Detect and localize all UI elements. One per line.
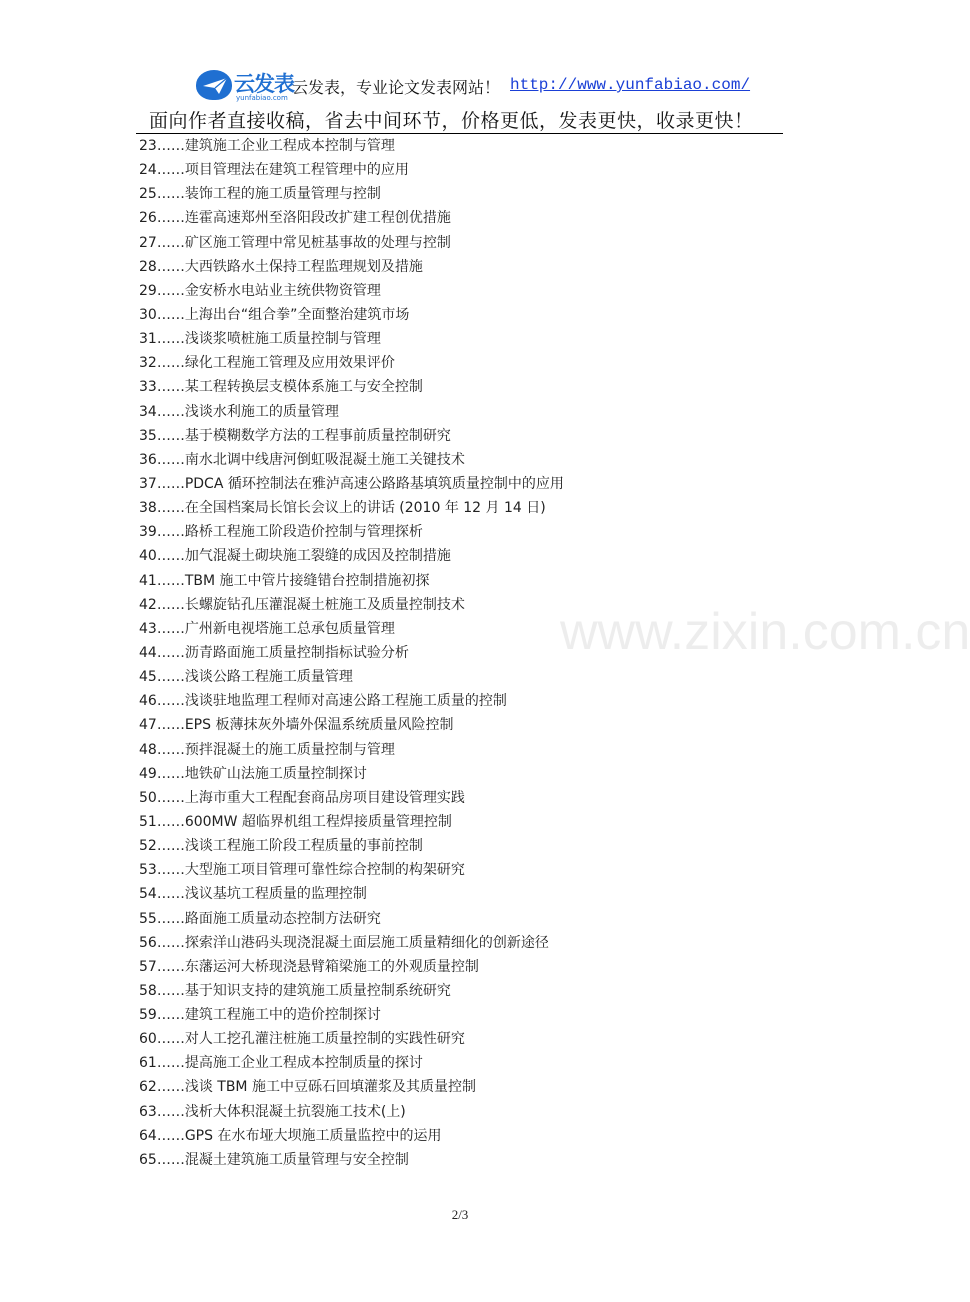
item-title: 600MW 超临界机组工程焊接质量管理控制 <box>184 813 452 830</box>
item-title: 矿区施工管理中常见桩基事故的处理与控制 <box>184 234 451 251</box>
list-item <box>139 544 779 568</box>
item-leader-dots: …… <box>156 475 185 492</box>
item-leader-dots: …… <box>156 1007 185 1024</box>
item-number: 38 <box>139 500 157 517</box>
item-title: 加气混凝土砌块施工裂缝的成因及控制措施 <box>184 548 451 565</box>
list-item <box>139 955 779 979</box>
item-title: 浅谈公路工程施工质量管理 <box>184 669 353 686</box>
list-item <box>139 979 779 1003</box>
item-number: 36 <box>139 451 157 468</box>
item-leader-dots: …… <box>156 427 185 444</box>
list-item <box>139 931 779 955</box>
item-title: 上海市重大工程配套商品房项目建设管理实践 <box>184 789 465 806</box>
item-number: 25 <box>139 186 157 203</box>
item-leader-dots: …… <box>156 910 185 927</box>
item-title: 沥青路面施工质量控制指标试验分析 <box>184 644 409 661</box>
item-number: 43 <box>139 620 157 637</box>
item-leader-dots: …… <box>156 741 185 758</box>
item-title: 预拌混凝土的施工质量控制与管理 <box>184 741 395 758</box>
item-title: 浅谈 TBM 施工中豆砾石回填灌浆及其质量控制 <box>184 1079 476 1096</box>
item-leader-dots: …… <box>156 886 185 903</box>
item-number: 56 <box>139 934 157 951</box>
item-title: 某工程转换层支模体系施工与安全控制 <box>184 379 423 396</box>
list-item <box>139 1027 779 1051</box>
item-number: 64 <box>139 1127 157 1144</box>
item-title: 探索洋山港码头现浇混凝土面层施工质量精细化的创新途径 <box>184 934 549 951</box>
item-leader-dots: …… <box>156 210 185 227</box>
item-number: 39 <box>139 524 157 541</box>
item-leader-dots: …… <box>156 500 185 517</box>
item-title: 在全国档案局长馆长会议上的讲话 (2010 年 12 月 14 日) <box>184 500 546 517</box>
item-number: 57 <box>139 958 157 975</box>
item-leader-dots: …… <box>156 234 185 251</box>
item-title: 金安桥水电站业主统供物资管理 <box>184 282 381 299</box>
list-item <box>139 400 779 424</box>
watermark: www.zixin.com.cn <box>560 603 970 661</box>
item-leader-dots: …… <box>156 1127 185 1144</box>
page-number: 2/3 <box>451 1207 469 1222</box>
site-tagline: 云发表，专业论文发表网站！ <box>292 78 501 97</box>
item-title: 基于知识支持的建筑施工质量控制系统研究 <box>184 982 451 999</box>
item-title: TBM 施工中管片接缝错台控制措施初探 <box>184 572 430 589</box>
list-item <box>139 206 779 230</box>
list-item <box>139 424 779 448</box>
item-leader-dots: …… <box>156 548 185 565</box>
item-title: 广州新电视塔施工总承包质量管理 <box>184 620 395 637</box>
item-title: 建筑工程施工中的造价控制探讨 <box>184 1007 381 1024</box>
item-number: 61 <box>139 1055 157 1072</box>
item-leader-dots: …… <box>156 403 185 420</box>
item-number: 59 <box>139 1007 157 1024</box>
item-number: 42 <box>139 596 157 613</box>
item-leader-dots: …… <box>156 958 185 975</box>
item-leader-dots: …… <box>156 331 185 348</box>
list-item <box>139 762 779 786</box>
item-number: 35 <box>139 427 157 444</box>
list-item <box>139 134 779 158</box>
list-item <box>139 1051 779 1075</box>
item-leader-dots: …… <box>156 162 185 179</box>
item-title: 浅析大体积混凝土抗裂施工技术(上) <box>184 1103 406 1120</box>
item-number: 50 <box>139 789 157 806</box>
list-item <box>139 472 779 496</box>
item-leader-dots: …… <box>156 1031 185 1048</box>
item-number: 30 <box>139 306 157 323</box>
item-title: 长螺旋钻孔压灌混凝土桩施工及质量控制技术 <box>184 596 465 613</box>
list-item <box>139 665 779 689</box>
item-title: 绿化工程施工管理及应用效果评价 <box>184 355 395 372</box>
item-leader-dots: …… <box>156 862 185 879</box>
item-leader-dots: …… <box>156 693 185 710</box>
item-number: 40 <box>139 548 157 565</box>
item-title: 浅谈工程施工阶段工程质量的事前控制 <box>184 838 423 855</box>
item-leader-dots: …… <box>156 379 185 396</box>
item-title: 大西铁路水土保持工程监理规划及措施 <box>184 258 423 275</box>
item-title: 浅谈驻地监理工程师对高速公路工程施工质量的控制 <box>184 693 507 710</box>
item-number: 31 <box>139 331 157 348</box>
logo-badge <box>196 70 232 100</box>
item-number: 47 <box>139 717 157 734</box>
item-leader-dots: …… <box>156 789 185 806</box>
item-title: 提高施工企业工程成本控制质量的探讨 <box>184 1055 423 1072</box>
item-leader-dots: …… <box>156 813 185 830</box>
item-leader-dots: …… <box>156 355 185 372</box>
item-leader-dots: …… <box>156 186 185 203</box>
item-title: 浅谈浆喷桩施工质量控制与管理 <box>184 331 381 348</box>
item-leader-dots: …… <box>156 934 185 951</box>
list-item <box>139 520 779 544</box>
item-number: 55 <box>139 910 157 927</box>
item-leader-dots: …… <box>156 669 185 686</box>
list-item <box>139 279 779 303</box>
item-title: 混凝土建筑施工质量管理与安全控制 <box>184 1151 409 1168</box>
list-item <box>139 834 779 858</box>
item-number: 28 <box>139 258 157 275</box>
list-item <box>139 1124 779 1148</box>
item-leader-dots: …… <box>156 451 185 468</box>
item-leader-dots: …… <box>156 596 185 613</box>
logo-subtext: yunfabiao.com <box>236 94 288 102</box>
list-item <box>139 689 779 713</box>
list-item <box>139 448 779 472</box>
item-number: 27 <box>139 234 157 251</box>
item-leader-dots: …… <box>156 838 185 855</box>
item-number: 29 <box>139 282 157 299</box>
list-item <box>139 738 779 762</box>
item-title: 基于模糊数学方法的工程事前质量控制研究 <box>184 427 451 444</box>
list-item <box>139 375 779 399</box>
item-title: 浅议基坑工程质量的监理控制 <box>184 886 367 903</box>
page-header <box>0 0 920 134</box>
item-leader-dots: …… <box>156 1151 185 1168</box>
item-leader-dots: …… <box>156 138 185 154</box>
list-item <box>139 713 779 737</box>
item-title: PDCA 循环控制法在雅泸高速公路路基填筑质量控制中的应用 <box>184 475 564 492</box>
list-item <box>139 882 779 906</box>
item-number: 44 <box>139 644 157 661</box>
item-number: 32 <box>139 355 157 372</box>
item-title: 项目管理法在建筑工程管理中的应用 <box>184 162 409 179</box>
item-title: 对人工挖孔灌注桩施工质量控制的实践性研究 <box>184 1031 465 1048</box>
item-title: EPS 板薄抹灰外墙外保温系统质量风险控制 <box>184 717 454 734</box>
item-leader-dots: …… <box>156 572 185 589</box>
item-leader-dots: …… <box>156 306 185 323</box>
item-number: 34 <box>139 403 157 420</box>
item-number: 26 <box>139 210 157 227</box>
item-leader-dots: …… <box>156 258 185 275</box>
item-title: 东藩运河大桥现浇悬臂箱梁施工的外观质量控制 <box>184 958 479 975</box>
logo-text: 云发表 <box>234 72 294 96</box>
list-item <box>139 327 779 351</box>
list-item <box>139 303 779 327</box>
list-item <box>139 810 779 834</box>
list-item <box>139 351 779 375</box>
item-title: 大型施工项目管理可靠性综合控制的构架研究 <box>184 862 465 879</box>
item-number: 52 <box>139 838 157 855</box>
item-leader-dots: …… <box>156 620 185 637</box>
list-item <box>139 1075 779 1099</box>
item-leader-dots: …… <box>156 524 185 541</box>
item-number: 37 <box>139 475 157 492</box>
item-leader-dots: …… <box>156 644 185 661</box>
item-leader-dots: …… <box>156 982 185 999</box>
item-title: 路桥工程施工阶段造价控制与管理探析 <box>184 524 423 541</box>
item-number: 65 <box>139 1151 157 1168</box>
list-item <box>139 182 779 206</box>
item-number: 23 <box>139 138 157 154</box>
list-item <box>139 593 779 617</box>
paper-plane-icon <box>202 76 228 96</box>
list-item <box>139 231 779 255</box>
item-number: 63 <box>139 1103 157 1120</box>
item-title: 上海出台“组合拳”全面整治建筑市场 <box>184 306 410 323</box>
item-title: 南水北调中线唐河倒虹吸混凝土施工关键技术 <box>184 451 465 468</box>
item-number: 60 <box>139 1031 157 1048</box>
list-item <box>139 786 779 810</box>
item-number: 33 <box>139 379 157 396</box>
item-number: 54 <box>139 886 157 903</box>
item-leader-dots: …… <box>156 765 185 782</box>
item-number: 49 <box>139 765 157 782</box>
header-slogan: 面向作者直接收稿，省去中间环节，价格更低，发表更快，收录更快！ <box>149 110 754 132</box>
list-item <box>139 907 779 931</box>
list-item <box>139 617 779 641</box>
article-list <box>139 134 779 1172</box>
item-number: 51 <box>139 813 157 830</box>
site-link[interactable]: http://www.yunfabiao.com/ <box>510 76 751 94</box>
item-title: 装饰工程的施工质量管理与控制 <box>184 186 381 203</box>
list-item <box>139 255 779 279</box>
item-number: 48 <box>139 741 157 758</box>
yunfabiao-logo[interactable] <box>196 68 294 104</box>
list-item <box>139 569 779 593</box>
item-leader-dots: …… <box>156 1103 185 1120</box>
item-title: 浅谈水利施工的质量管理 <box>184 403 339 420</box>
list-item <box>139 858 779 882</box>
item-number: 24 <box>139 162 157 179</box>
list-item <box>139 1100 779 1124</box>
list-item <box>139 158 779 182</box>
item-number: 58 <box>139 982 157 999</box>
list-item <box>139 641 779 665</box>
list-item <box>139 1003 779 1027</box>
item-title: 路面施工质量动态控制方法研究 <box>184 910 381 927</box>
item-leader-dots: …… <box>156 1055 185 1072</box>
item-leader-dots: …… <box>156 1079 185 1096</box>
item-number: 41 <box>139 572 157 589</box>
list-item <box>139 1148 779 1172</box>
item-title: GPS 在水布垭大坝施工质量监控中的运用 <box>184 1127 442 1144</box>
list-item <box>139 496 779 520</box>
item-leader-dots: …… <box>156 717 185 734</box>
item-number: 53 <box>139 862 157 879</box>
item-number: 62 <box>139 1079 157 1096</box>
item-title: 建筑施工企业工程成本控制与管理 <box>184 138 395 154</box>
item-title: 连霍高速郑州至洛阳段改扩建工程创优措施 <box>184 210 451 227</box>
item-number: 45 <box>139 669 157 686</box>
item-number: 46 <box>139 693 157 710</box>
item-leader-dots: …… <box>156 282 185 299</box>
item-title: 地铁矿山法施工质量控制探讨 <box>184 765 367 782</box>
